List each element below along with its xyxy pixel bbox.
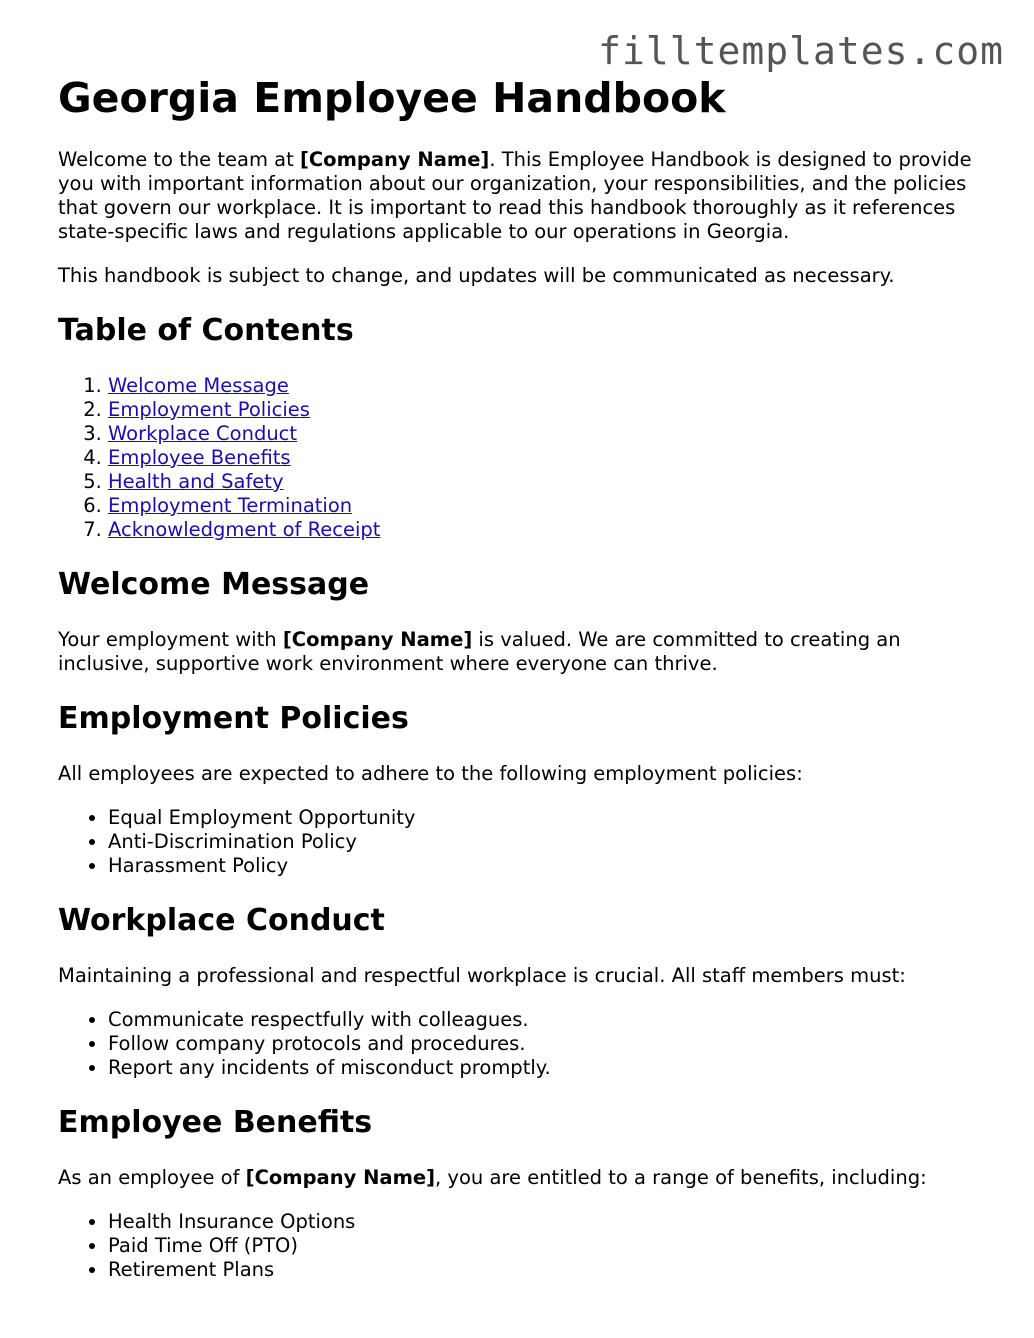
- benefits-text: As an employee of: [58, 1166, 246, 1189]
- toc-link-termination[interactable]: Employment Termination: [108, 494, 353, 517]
- list-item: • Anti-Discrimination Policy: [108, 830, 988, 854]
- list-item: • Follow company protocols and procedures.: [108, 1032, 988, 1056]
- toc-link-policies[interactable]: Employment Policies: [108, 398, 310, 421]
- list-item: • Health Insurance Options: [108, 1210, 988, 1234]
- toc-item: [108, 470, 988, 494]
- company-name-placeholder: [Company Name]: [245, 1166, 436, 1189]
- list-item: • Equal Employment Opportunity: [108, 806, 988, 830]
- benefits-text-continued: , you are entitled to a range of benefits, including:: [435, 1166, 927, 1189]
- company-name-placeholder: [Company Name]: [282, 628, 473, 651]
- toc-item: [108, 494, 988, 518]
- toc-item: [108, 518, 988, 542]
- toc-heading: Table of Contents: [58, 313, 354, 348]
- policies-intro: All employees are expected to adhere to the following employment policies:: [58, 762, 803, 785]
- update-notice: This handbook is subject to change, and updates will be communicated as necessary.: [58, 264, 895, 287]
- toc-item: [108, 398, 988, 422]
- toc-link-welcome[interactable]: Welcome Message: [108, 374, 289, 397]
- welcome-text-continued: is valued. We are committed to creating an inclusive, supportive work environment where everyone can thrive.: [58, 628, 901, 675]
- toc-list: [58, 374, 988, 542]
- list-item: • Report any incidents of misconduct promptly.: [108, 1056, 988, 1080]
- conduct-intro: Maintaining a professional and respectful workplace is crucial. All staff members must:: [58, 964, 906, 987]
- benefits-heading: Employee Benefits: [58, 1105, 373, 1140]
- company-name-placeholder: [Company Name]: [299, 148, 490, 171]
- page-title: Georgia Employee Handbook: [58, 74, 726, 122]
- list-item: • Communicate respectfully with colleagues.: [108, 1008, 988, 1032]
- document-page: [58, 72, 988, 1282]
- welcome-heading: Welcome Message: [58, 567, 370, 602]
- welcome-text: Your employment with: [58, 628, 283, 651]
- intro-text-continued: . This Employee Handbook is designed to provide you with important information about our organization, your responsibilities, and the policies that govern our workplace. It is important to read this handbook thoroughly as it references state-specific laws and regulations applicable to our operations in Georgia.: [58, 148, 972, 243]
- policies-heading: Employment Policies: [58, 701, 409, 736]
- conduct-heading: Workplace Conduct: [58, 903, 385, 938]
- intro-text: Welcome to the team at: [58, 148, 300, 171]
- toc-item: [108, 446, 988, 470]
- toc-item: [108, 374, 988, 398]
- benefits-list: [58, 1210, 988, 1282]
- policies-list: [58, 806, 988, 878]
- list-item: • Retirement Plans: [108, 1258, 988, 1282]
- watermark: filltemplates.com: [598, 29, 1004, 73]
- conduct-list: [58, 1008, 988, 1080]
- toc-link-conduct[interactable]: Workplace Conduct: [108, 422, 298, 445]
- toc-link-acknowledgment[interactable]: Acknowledgment of Receipt: [108, 518, 381, 541]
- welcome-paragraph: [58, 628, 988, 676]
- toc-link-benefits[interactable]: Employee Benefits: [108, 446, 291, 469]
- toc-item: [108, 422, 988, 446]
- list-item: • Paid Time Off (PTO): [108, 1234, 988, 1258]
- benefits-intro: [58, 1166, 988, 1190]
- toc-link-safety[interactable]: Health and Safety: [108, 470, 284, 493]
- intro-paragraph: [58, 148, 988, 244]
- list-item: • Harassment Policy: [108, 854, 988, 878]
